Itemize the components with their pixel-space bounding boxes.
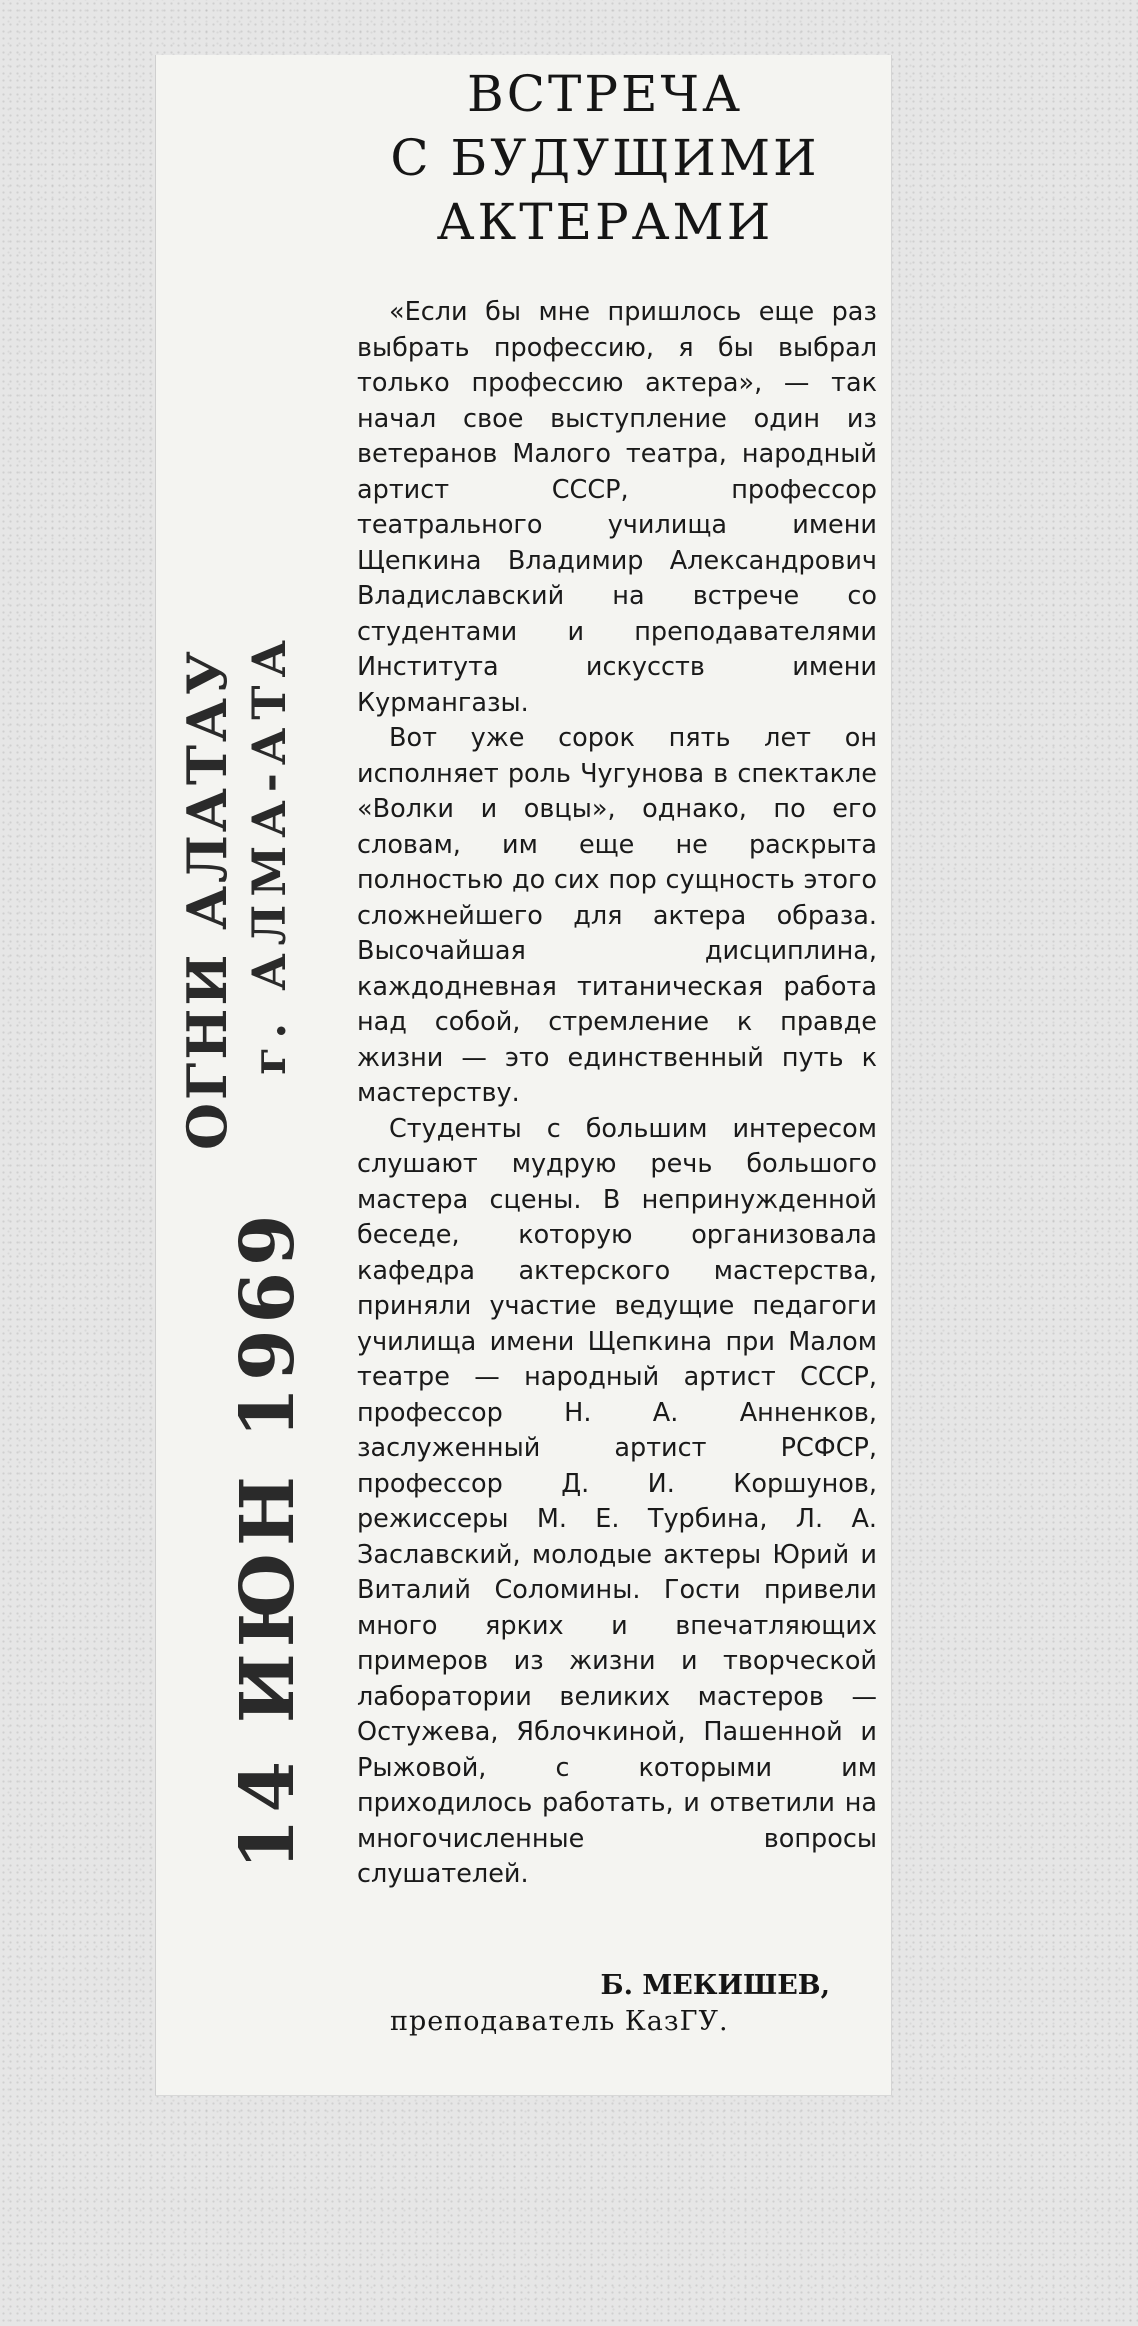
newspaper-stamp: ОГНИ АЛАТАУ [175, 648, 239, 1150]
article-paragraph: Вот уже сорок пять лет он исполняет роль Чугунова в спектакле «Волки и овцы», однако, по его словам, им еще не раскрыта полностью до сих пор сущность этого сложнейшего для актера образа. Высочайшая дисциплина, каждодневная титаническая работа над собой, стремление к правде жизни — это единственный путь к мастерству. [357, 723, 877, 1108]
date-stamp: 14 ИЮН 1969 [225, 1208, 311, 1870]
title-line: АКТЕРАМИ [436, 193, 774, 251]
author-name: Б. МЕКИШЕВ, [600, 1970, 830, 2001]
article-paragraph: «Если бы мне пришлось еще раз выбрать профессию, я бы выбрал только профессию актера», — так начал свое выступление один из ветеранов Малого театра, народный артист СССР, профессор театрального училища имени Щепкина Владимир Александрович Владиславский на встрече со студентами и преподавателями Института искусств имени Курмангазы. [357, 297, 877, 718]
city-stamp: г. АЛМА-АТА [242, 632, 296, 1075]
article-signature [380, 1968, 830, 2040]
author-role: преподаватель КазГУ. [390, 2006, 729, 2037]
title-line: С БУДУЩИМИ [390, 129, 820, 187]
article-paragraph: Студенты с большим интересом слушают мудрую речь большого мастера сцены. В непринужденной беседе, которую организовала кафедра актерского мастерства, приняли участие ведущие педагоги училища имени Щепкина при Малом театре — народный артист СССР, профессор Н. А. Анненков, заслуженный артист РСФСР, профессор Д. И. Коршунов, режиссеры М. Е. Турбина, Л. А. Заславский, молодые актеры Юрий и Виталий Соломины. Гости привели много ярких и впечатляющих примеров из жизни и творческой лаборатории великих мастеров — Остужева, Яблочкиной, Пашенной и Рыжовой, с которыми им приходилось работать, и ответили на многочисленные вопросы слушателей. [357, 1113, 877, 1889]
article-title [325, 62, 885, 254]
title-line: ВСТРЕЧА [466, 65, 743, 123]
article-body [357, 295, 877, 1893]
